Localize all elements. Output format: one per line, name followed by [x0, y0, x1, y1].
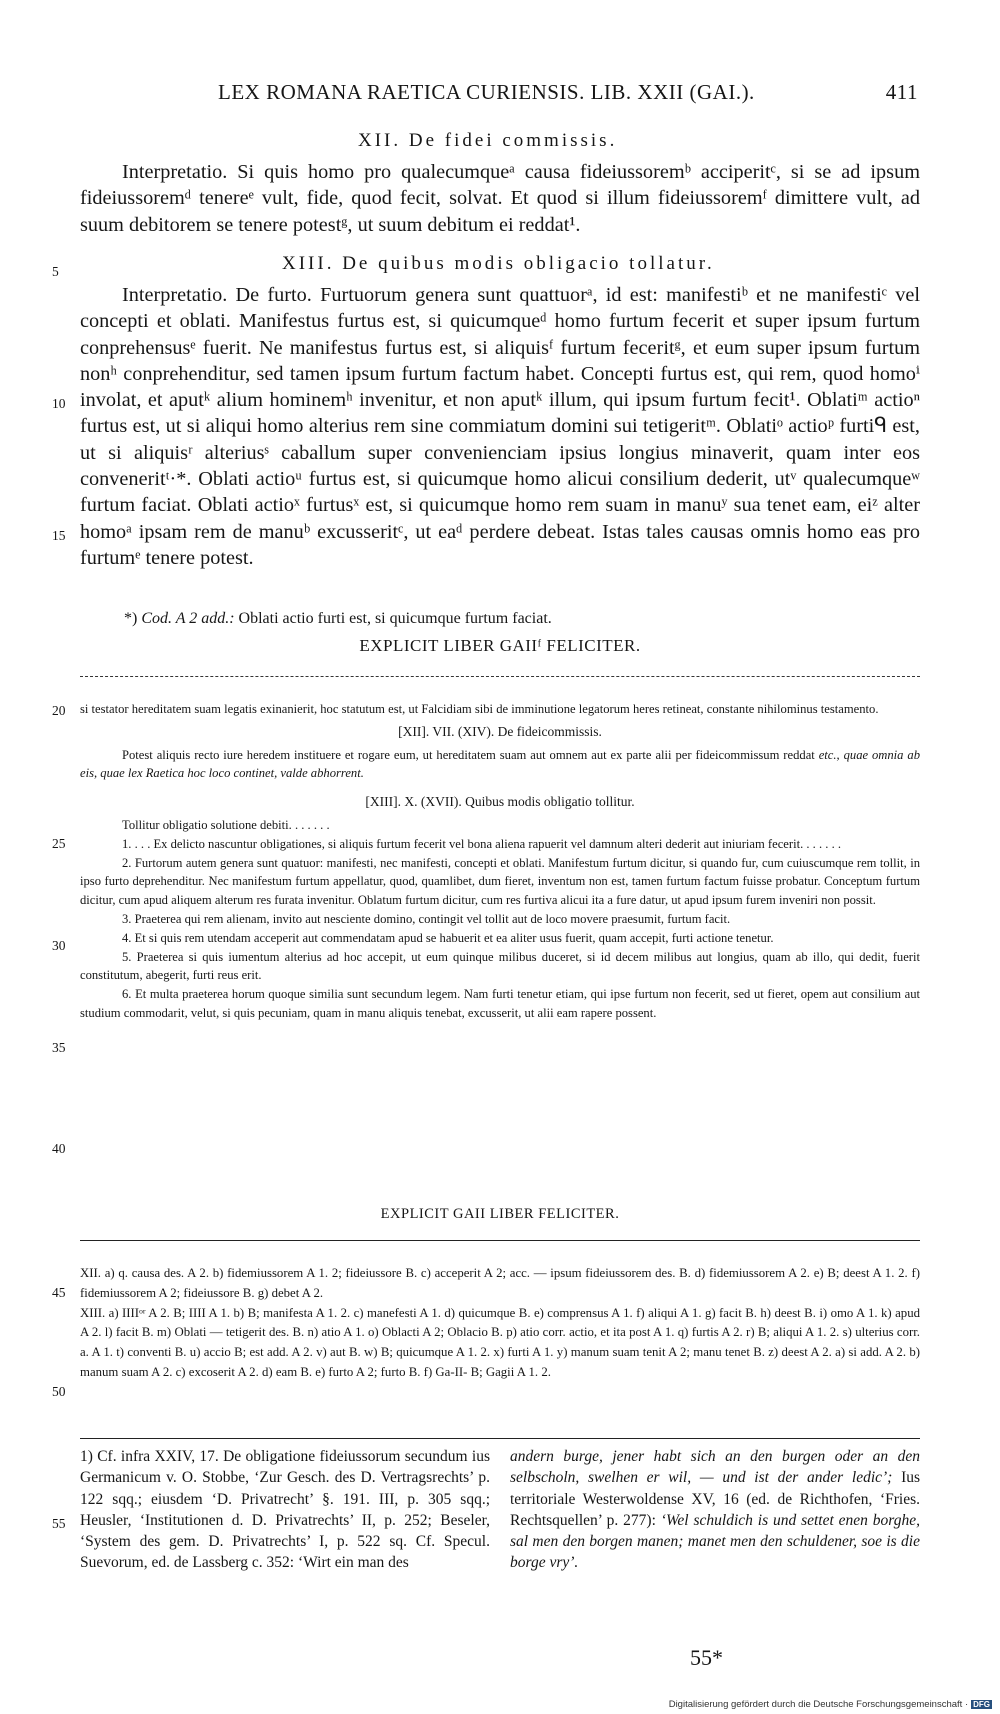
line-number: 25: [52, 836, 66, 851]
dfg-logo: DFG: [973, 1700, 990, 1709]
footnote-right-column: andern burge, jener habt sich an den burgen oder an den selbscholn, swelhen er wil, — und ist der ander ledic’; Ius territoriale Westerwoldense XV, 16 (ed. de Richthofen, ‘Fries. Rechtsquellen’ p. 277): ‘Wel schuldich is und settet enen borghe, sal men den borgen manen; manet men den schuldener, soe is die borge vry’.: [510, 1448, 921, 1572]
star-note: *) Cod. A 2 add.: Oblati actio furti est, si quicumque furtum faciat.: [124, 610, 552, 627]
separator-rule: [80, 1438, 920, 1439]
separator-rule: [80, 676, 920, 678]
line-number: 5: [52, 264, 59, 279]
explicit-gaii-liber: EXPLICIT GAII LIBER FELICITER.: [380, 1206, 620, 1222]
section-title-xii: XII. De fidei commissis.: [358, 130, 618, 151]
critical-apparatus: [80, 1264, 920, 1383]
section-xiii-text: Interpretatio. De furto. Furtuorum genera sunt quattuorᵃ, id est: manifestiᵇ et ne manifestiᶜ vel concepti et oblati. Manifestus furtus est, si quicumqueᵈ homo furtum fecerit et super ipsum furtum conprehensusᵉ fuerit. Ne manifestus furtus est, si aliquisᶠ furtum feceritᵍ, et eum super ipsum furtum nonʰ conprehenditur, sed tamen ipsum furtum factum habet. Concepti furtus est, qui rem, quod homoⁱ involat, et aputᵏ alium hominemʰ invenitur, et non aputᵏ illum, qui ipsum furtum fecit¹. Oblatiᵐ actioⁿ furtus est, ut si aliqui homo alterius rem sine commiatum domini sui tetigeritᵐ. Oblatiᵒ actioᵖ furtiᑫ est, ut si aliquisʳ alteriusˢ caballum super convenienciam ipsius longius minaverit, quam inter eos conveneritᵗ·*. Oblati actioᵘ furtus est, si quicumque homo alicui consilium dederit, utᵛ qualecumqueʷ furtum faciat. Oblati actioˣ furtusˣ est, si quicumque homo rem suam in manuʸ sua tenet eam, eiᶻ alter homoᵃ ipsam rem de manuᵇ excusseritᶜ, ut eaᵈ perdere debeat. Istas tales causas omnis homo eas pro furtumᵉ tenere potest.: [80, 284, 920, 569]
line-number: 30: [52, 938, 66, 953]
footnote-left-column: [80, 1446, 490, 1574]
gaius-text: si testator hereditatem suam legatis exinanierit, hoc statutum est, ut Falcidiam sibi de imminutione legatorum heres retineat, constante nihilominus testamento. [XII]. VII. (XIV). De fideicommissis. Potest aliquis recto iure heredem instituere et rogare eum, ut hereditatem suam aut omnem aut ex parte alii per fideicommissum reddat etc., quae omnia ab eis, quae lex Raetica hoc loco continet, valde abhorrent. [XIII]. X. (XVII). Quibus modis obligatio tollitur. Tollitur obligatio solutione debiti. . . . . . . 1. . . . Ex delicto nascuntur obligationes, si aliquis furtum fecerit vel bona aliena rapuerit vel damnum alteri dederit aut iniuriam fecerit. . . . . . . 2. Furtorum autem genera sunt quatuor: manifesti, nec manifesti, concepti et oblati. Manifestum furtum dicitur, si quando fur, cum cuiuscumque rem tollit, in ipso furto deprehenditur. Nec manifestum furtum appellatur, quod, quamlibet, dum fieret, inventum non est, tamen furtum factum fuisse probatur. Conceptum furtum dicitur, cum apud aliquem alterum res furata invenitur. Oblatum furtum dicitur, cum res furtiva alicui ita a fure datur, ut apud ipsum furem inveniri non possit. 3. Praeterea qui rem alienam, invito aut nesciente domino, contingit vel tollit aut de loco movere praesumit, furtum facit. 4. Et si quis rem utendam acceperit aut commendatam apud se habuerit et ea aliter usus fuerit, quam accepit, furti actione tenetur. 5. Praeterea si quis iumentum alterius ad hoc accepit, ut eum quinque milibus duceret, si id decem milibus aut longius, quam ab illo, qui dedit, fuerit constitutum, abegerit, furti reus erit. 6. Et multa praeterea horum quoque similia sunt secundum legem. Nam furti tenetur etiam, qui ipse furtum non fecerit, sed ut fieret, opem aut consilium aut studium commodarit, velut, si quis pecuniam, quam in manu aliquis tenebat, excusserit, ut alii eam rapere possent.: [80, 702, 920, 1020]
line-number: 20: [52, 703, 66, 718]
running-header: [218, 80, 918, 105]
explicit-liber-gaii: EXPLICIT LIBER GAIIᶠ FELICITER.: [359, 636, 641, 655]
line-number: 35: [52, 1040, 66, 1055]
section-title-xiii: XIII. De quibus modis obligacio tollatur.: [282, 253, 715, 274]
line-number: 50: [52, 1384, 66, 1399]
section-xii-text: Interpretatio. Si quis homo pro qualecumqueᵃ causa fideiussoremᵇ acciperitᶜ, si se ad ipsum fideiussoremᵈ tenereᵉ vult, fide, quod fecit, solvat. Et quod si illum fideiussoremᶠ dimittere vult, ad suum debitorem se tenere potestᵍ, ut suum debitum ei reddat¹.: [80, 161, 920, 236]
separator-rule: [80, 1240, 920, 1241]
running-title: LEX ROMANA RAETICA CURIENSIS. LIB. XXII (GAI.).: [218, 80, 755, 104]
apparatus-xii: XII. a) q. causa des. A 2. b) fidemiussorem A 1. 2; fideiussore B. c) acceperit A 2; acc. — ipsum fideiussorem des. B. d) fidemiussorem A 2. e) B; deest A 1. 2. f) fidemiussorem A 2; fideiussore B. g) debet A 2.: [80, 1266, 920, 1300]
line-number: 15: [52, 528, 66, 543]
line-number: 55: [52, 1516, 66, 1531]
footnote-1: 1) Cf. infra XXIV, 17. De obligatione fideiussorum secundum ius Germanicum v. O. Stobbe, ‘Zur Gesch. des D. Vertragsrechts’ p. 122 sqq.; eiusdem ‘D. Privatrecht’ §. 191. III, p. 305 sqq.; Heusler, ‘Institutionen d. D. Privatrechts’ II, p. 252; Beseler, ‘System des gem. D. Privatrechts’ I, p. 522 sq. Cf. Specul. Suevorum, ed. de Lassberg c. 352: ‘Wirt ein man des: [80, 1448, 490, 1572]
apparatus-xiii: XIII. a) IIIIᵒʳ A 2. B; IIII A 1. b) B; manifesta A 1. 2. c) manefesti A 1. d) quicumque B. e) comprensus A 1. f) aliqui A 1. g) facit B. h) deest B. i) omo A 1. k) apud A 2. l) facit B. m) Oblati — tetigerit des. B. n) atio A 1. o) Oblacti A 2; Oblacio B. p) atio corr. actio, et ita post A 1. q) furtis A 2. r) B; aliqui A 1. 2. s) ulterius corr. a. A 1. t) conventi B. u) accio B; est add. A 2. v) aut B. w) B; quicumque A 1. 2. x) furti A 1. y) manum suam tenit A 2; manu tenet B. z) deest A 2. a) si add. A 2. b) manum suam A 2. c) excoserit A 2. d) eam B. e) furto A 2; furto B. f) Ga-II- B; Gagii A 1. 2.: [80, 1305, 920, 1379]
page-number: 411: [885, 80, 918, 104]
line-number: 45: [52, 1285, 66, 1300]
signature-mark: 55*: [690, 1645, 723, 1670]
line-number: 40: [52, 1141, 66, 1156]
digitization-credit: Digitalisierung gefördert durch die Deutsche Forschungsgemeinschaft · DFG: [668, 1699, 990, 1710]
line-number: 10: [52, 396, 66, 411]
